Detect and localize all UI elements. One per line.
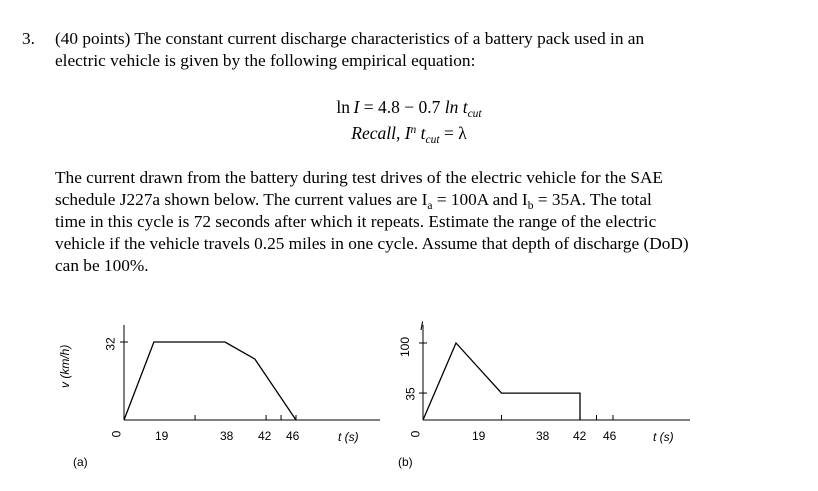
chart-b-series-line [423,343,580,420]
chart-b-xtick-19: 19 [472,429,486,443]
body-line-3: time in this cycle is 72 seconds after which it repeats. Estimate the range of the electric [55,212,657,231]
chart-a-series-line [124,342,296,420]
chart-b-ytick-100: 100 [398,336,413,358]
body-line-5: can be 100%. [55,256,149,275]
chart-b-xtick-46: 46 [603,429,617,443]
equation-2: Recall, $I^n$ $t_{cut} = \lambda$ [351,123,467,146]
chart-b-ylabel: I [420,319,424,333]
chart-a-xlabel: t (s) [338,430,359,444]
chart-a-panel-label: (a) [73,455,88,469]
chart-b-xlabel: t (s) [653,430,674,444]
chart-a-ytick-32: 32 [103,337,118,351]
body-line-2: schedule J227a shown below. The current values are $I_a = 100A$ and $I_b = 35A$. The total [55,190,652,212]
chart-b-xtick-38: 38 [536,429,550,443]
chart-a-xtick-46: 46 [286,429,300,443]
body-line-1: The current drawn from the battery during test drives of the electric vehicle for the SAE [55,168,663,187]
chart-b-panel-label: (b) [398,455,413,469]
problem-number: 3. [22,29,35,48]
equation-1: ln I = 4.8 − 0.7 $\ln t_{cut}$ [336,97,482,120]
chart-b-xtick-0: 0 [408,430,423,438]
intro-line-2: electric vehicle is given by the following empirical equation: [55,51,476,70]
chart-a-ylabel: v (km/h) [58,344,72,388]
chart-b-ytick-35: 35 [403,387,418,401]
chart-a-xtick-0: 0 [109,430,124,438]
chart-a-xtick-42: 42 [258,429,272,443]
chart-a-xtick-38: 38 [220,429,234,443]
chart-a-xtick-19: 19 [155,429,169,443]
intro-line-1: (40 points) The constant current discharge characteristics of a battery pack used in an [55,29,645,48]
chart-b-xtick-42: 42 [573,429,587,443]
body-line-4: vehicle if the vehicle travels 0.25 miles in one cycle. Assume that depth of discharge (DoD) [55,234,689,253]
